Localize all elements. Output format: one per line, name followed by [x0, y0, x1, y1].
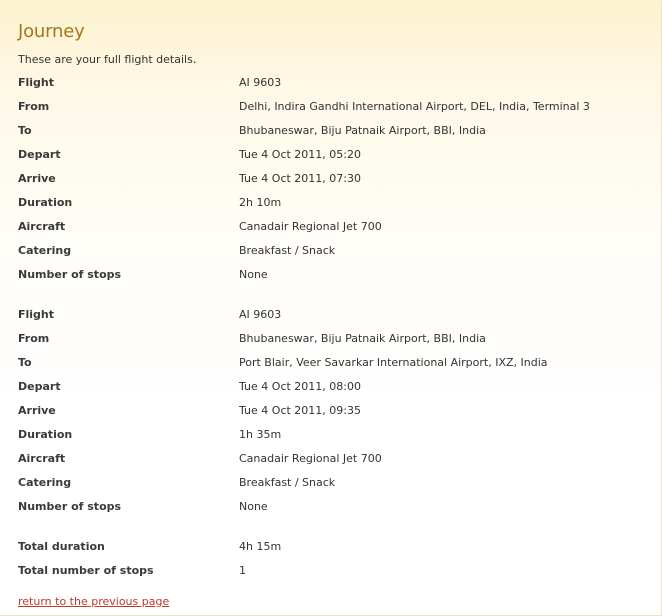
total-stops-value: 1 — [239, 564, 246, 577]
from-label: From — [18, 100, 50, 113]
stops-value: None — [239, 268, 268, 281]
depart-label: Depart — [18, 148, 61, 161]
duration-label: Duration — [18, 428, 73, 441]
flight-value: AI 9603 — [239, 76, 282, 89]
to-label: To — [18, 356, 32, 369]
flight-value: AI 9603 — [239, 308, 282, 321]
total-duration-label: Total duration — [18, 540, 105, 553]
stops-value: None — [239, 500, 268, 513]
to-label: To — [18, 124, 32, 137]
duration-value: 1h 35m — [239, 428, 282, 441]
from-value: Delhi, Indira Gandhi International Airport, DEL, India, Terminal 3 — [239, 100, 590, 113]
arrive-value: Tue 4 Oct 2011, 07:30 — [239, 172, 361, 185]
to-value: Bhubaneswar, Biju Patnaik Airport, BBI, India — [239, 124, 486, 137]
catering-value: Breakfast / Snack — [239, 244, 336, 257]
depart-value: Tue 4 Oct 2011, 05:20 — [239, 148, 361, 161]
arrive-label: Arrive — [18, 404, 56, 417]
catering-value: Breakfast / Snack — [239, 476, 336, 489]
flight-label: Flight — [18, 76, 55, 89]
stops-label: Number of stops — [18, 268, 122, 281]
total-stops-label: Total number of stops — [18, 564, 154, 577]
to-value: Port Blair, Veer Savarkar International Airport, IXZ, India — [239, 356, 548, 369]
catering-label: Catering — [18, 244, 72, 257]
page-title: Journey — [18, 21, 85, 42]
depart-value: Tue 4 Oct 2011, 08:00 — [239, 380, 361, 393]
arrive-value: Tue 4 Oct 2011, 09:35 — [239, 404, 361, 417]
flight-label: Flight — [18, 308, 55, 321]
return-to-previous-page-link[interactable]: return to the previous page — [18, 595, 170, 608]
catering-label: Catering — [18, 476, 72, 489]
from-label: From — [18, 332, 50, 345]
aircraft-value: Canadair Regional Jet 700 — [239, 452, 382, 465]
intro-text: These are your full flight details. — [18, 53, 197, 66]
duration-label: Duration — [18, 196, 73, 209]
total-duration-value: 4h 15m — [239, 540, 282, 553]
from-value: Bhubaneswar, Biju Patnaik Airport, BBI, India — [239, 332, 486, 345]
stops-label: Number of stops — [18, 500, 122, 513]
aircraft-value: Canadair Regional Jet 700 — [239, 220, 382, 233]
depart-label: Depart — [18, 380, 61, 393]
aircraft-label: Aircraft — [18, 452, 66, 465]
arrive-label: Arrive — [18, 172, 56, 185]
duration-value: 2h 10m — [239, 196, 282, 209]
aircraft-label: Aircraft — [18, 220, 66, 233]
